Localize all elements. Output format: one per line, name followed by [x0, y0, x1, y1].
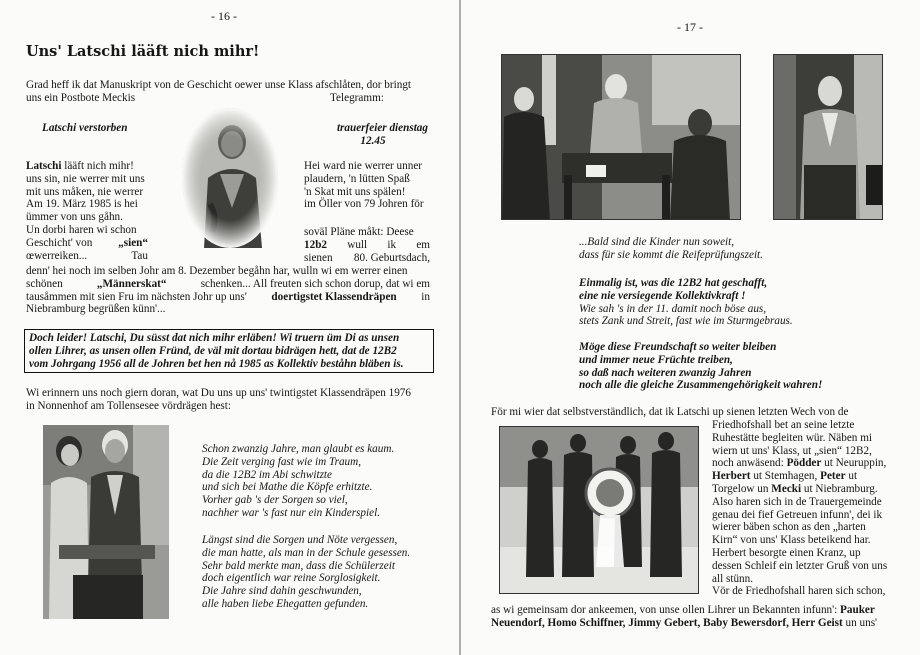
poem-line: da die 12B2 im Abi schwitzte [202, 468, 332, 481]
funeral-column-line [712, 470, 894, 483]
column-right-line: Hei ward nie werrer unner [304, 160, 423, 172]
full-width-paragraph [26, 265, 430, 316]
funeral-text: noch anwäsend: [712, 457, 787, 470]
paragraph-text: tausåmmen mit sien Fru im nächsten Johr up uns' [26, 290, 247, 303]
closing-line [491, 604, 896, 617]
closing-text: as wi gemeinsam dor ankeemen, von unse ollen Lihrer un Bekannten infunn': [491, 604, 838, 616]
column-left-text: Geschicht' von [26, 236, 93, 249]
column-right-bold: 12b2 [304, 238, 328, 251]
intro-line-2: uns ein Postbote Meckis [26, 92, 136, 104]
funeral-column-line [712, 496, 894, 509]
funeral-column-line [712, 432, 894, 445]
funeral-column [712, 419, 894, 598]
column-left-line: Am 19. März 1985 is hei [26, 198, 138, 211]
column-left-line: uns sin, nie werrer mit uns [26, 172, 145, 185]
verse-line: Einmalig ist, was die 12B2 hat geschafft, [579, 277, 768, 289]
funeral-name: Peter [820, 470, 846, 483]
column-right-text: sienen [304, 251, 333, 264]
funeral-text: dessen Schleif ein letzter Gruß von uns [712, 559, 888, 572]
couple-photo [43, 425, 169, 619]
paragraph-line: Wi erinnern uns noch giern doran, wat Du uns up uns' twintigstet Klassendräpen 1976 [26, 387, 411, 399]
funeral-text: all stünn. [712, 572, 754, 585]
paragraph-line: denn' hei noch im selben Johr am 8. Dezember begåhn har, wulln wi em werrer einen [26, 265, 408, 277]
poem-line: die man hatte, als man in der Schule gesessen. [202, 546, 411, 559]
poem-line: alle haben liebe Ehegatten gefunden. [202, 597, 369, 610]
poem-line: Schon zwanzig Jahre, man glaubt es kaum. [202, 443, 395, 455]
column-left-text: lääft nich mihr! [61, 160, 134, 172]
column-right-line: 'n Skat mit uns spälen! [304, 185, 406, 198]
verse-line: noch alle die gleiche Zusammengehörigkeit wahren! [579, 379, 823, 392]
column-right-line [304, 239, 430, 252]
meeting-photo [501, 54, 741, 220]
funeral-column-line [712, 573, 894, 586]
column-left-line [26, 250, 148, 263]
funeral-text: wierer bäben schon as den „harten [712, 521, 866, 534]
paragraph-line [26, 278, 430, 291]
funeral-column-line [712, 547, 894, 560]
funeral-text: ut Niebramburg. [801, 482, 878, 495]
column-left-text: Tau [131, 249, 148, 262]
paragraph-text: in [421, 290, 430, 303]
funeral-column-line [712, 521, 894, 534]
page-17 [461, 0, 920, 655]
column-right-lower [304, 226, 430, 264]
funeral-line-1: För mi wier dat selbstverständlich, dat ik Latschi up sienen letzten Wech von de [491, 406, 849, 418]
funeral-closing [491, 604, 896, 630]
funeral-column-line [712, 585, 894, 598]
funeral-column-line [712, 560, 894, 573]
intro-line-1: Grad heff ik dat Manuskript von de Geschicht oewer unse Klass afschlåten, dor bringt [26, 79, 412, 91]
poem-stanza-1 [202, 443, 394, 520]
paragraph-line: in Nonnenhof am Tollensesee vördrägen hest: [26, 399, 231, 412]
telegram-right-1: trauerfeier dienstag [336, 122, 428, 134]
poem-line: Die Zeit verging fast wie im Traum, [202, 455, 362, 468]
funeral-column-line [712, 483, 894, 496]
verse-1 [579, 277, 793, 328]
page-title: Uns' Latschi lääft nich mihr! [26, 43, 260, 60]
funeral-text: ut [845, 470, 858, 483]
column-left-bold: „sien“ [118, 236, 148, 249]
column-right-text: em [416, 238, 430, 251]
column-left-line [26, 237, 148, 250]
poem-stanza-2 [202, 534, 410, 611]
funeral-text: Ruhestätte begleiten wür. Näben mi [712, 431, 873, 444]
column-left-text: œwerreiken... [26, 249, 88, 262]
funeral-photo [499, 426, 699, 594]
funeral-text: ut Stemhagen, [750, 470, 821, 483]
mourning-line: vom Johrgang 1956 all de Johren bet hen nå 1985 as Kollektiv beståhn bläben is. [29, 357, 404, 370]
column-left-bold: Latschi [26, 160, 62, 172]
column-left-line: Un dorbi haren wi schon [26, 223, 137, 236]
funeral-column-line [712, 509, 894, 522]
column-right-text: 80. Geburtsdach, [353, 251, 430, 264]
mourning-line: ollen Lihrer, as unsen ollen Fründ, de väl mit dortau bidrägen hett, dat de 12B2 [29, 344, 397, 357]
paragraph-bold: „Männerskat“ [96, 277, 167, 290]
funeral-text: Vör de Friedhofshall haren sich schon, [712, 585, 886, 598]
funeral-text: genau dei fief Getreuen infunn', dei ik [712, 508, 883, 521]
poem-line: Vorher gab 's der Sorgen so viel, [202, 494, 348, 507]
poem-line: und sich bei Mathe die Köpfe erhitzte. [202, 481, 373, 494]
photo-caption [579, 236, 763, 262]
page-number: - 16 - [211, 9, 237, 23]
funeral-column-line [712, 419, 894, 432]
verse-line: so daß nach weiteren zwanzig Jahren [579, 366, 752, 379]
poem-line: Längst sind die Sorgen und Nöte vergessen, [202, 534, 398, 546]
column-right-line [304, 252, 430, 265]
paragraph-line [26, 291, 430, 304]
column-left-line: ümmer von uns gåhn. [26, 211, 123, 224]
verse-line: und immer neue Früchte treiben, [579, 353, 733, 366]
closing-line [491, 617, 896, 630]
funeral-text: Torgelow un [712, 482, 772, 495]
column-right [304, 160, 430, 211]
mourning-box [24, 329, 434, 373]
paragraph-text: schenken... All freuten sich schon dorup, dat wi em [200, 277, 430, 290]
funeral-text: Herbert besorgte einen Kranz, up [712, 546, 861, 559]
column-right-line: soväl Pläne måkt: Deese [304, 226, 414, 238]
mourning-line: Doch leider! Latschi, Du süsst dat nich mihr erläben! Wi truern üm Di as unsen [29, 332, 400, 344]
column-right-text: wull [347, 238, 368, 251]
page-16 [0, 0, 459, 655]
page-number: - 17 - [677, 20, 703, 34]
paragraph-line: Niebramburg begrüßen künn'... [26, 303, 166, 316]
column-right-line: plaudern, 'n lütten Spaß [304, 172, 410, 185]
portrait-photo [182, 108, 278, 248]
funeral-text: Friedhofshall bet an seine letzte [712, 419, 855, 431]
funeral-text: Also haren sich in de Trauergemeinde [712, 495, 882, 508]
verse-line: eine nie versiegende Kollektivkraft ! [579, 289, 746, 302]
funeral-name: Mecki [771, 482, 802, 495]
funeral-text: wiern ut uns' Klass, ut „sien“ 12B2, [712, 444, 872, 457]
paragraph-bold: doertigstet Klassendräpen [271, 290, 397, 303]
column-left [26, 160, 148, 262]
column-right-line: im Öller von 79 Johren för [304, 198, 424, 211]
telegram-left: Latschi verstorben [42, 122, 128, 134]
closing-names: Neuendorf, Homo Schiffner, Jimmy Gebert, Baby Bewersdorf, Herr Geist [491, 616, 843, 629]
sitting-man-photo [773, 54, 883, 220]
caption-line: ...Bald sind die Kinder nun soweit, [579, 236, 735, 248]
closing-name: Pauker [840, 604, 875, 616]
closing-text: un uns' [842, 616, 878, 629]
verse-2 [579, 341, 822, 392]
verse-line: stets Zank und Streit, fast wie im Sturmgebraus. [579, 315, 793, 328]
column-left-line: mit uns måken, nie werrer [26, 185, 144, 198]
telegram-right-2: 12.45 [360, 135, 386, 147]
funeral-name: Pödder [786, 457, 822, 470]
remember-paragraph [26, 387, 430, 413]
poem-line: Sehr bald merkte man, dass die Schülerzeit [202, 559, 395, 572]
funeral-name: Herbert [712, 470, 751, 483]
funeral-text: ut Neuruppin, [821, 457, 887, 470]
verse-line: Möge diese Freundschaft so weiter bleiben [579, 341, 777, 353]
funeral-column-line [712, 534, 894, 547]
verse-line: Wie sah 's in der 11. damit noch böse aus, [579, 302, 767, 315]
caption-line: dass für sie kommt die Reifeprüfungszeit. [579, 248, 763, 261]
funeral-text: Kirn“ von uns' Klass beteikend har. [712, 534, 871, 547]
intro-telegram: Telegramm: [330, 92, 384, 104]
poem-line: nachher war 's fast nur ein Kinderspiel. [202, 506, 380, 519]
column-right-text: ik [387, 238, 397, 251]
poem-line: Die Jahre sind dahin geschwunden, [202, 585, 362, 598]
funeral-column-line [712, 445, 894, 458]
poem-line: doch eigentlich war reine Sorglosigkeit. [202, 572, 381, 585]
paragraph-text: schönen [26, 277, 63, 290]
column-left-line [26, 160, 148, 173]
funeral-column-line [712, 457, 894, 470]
